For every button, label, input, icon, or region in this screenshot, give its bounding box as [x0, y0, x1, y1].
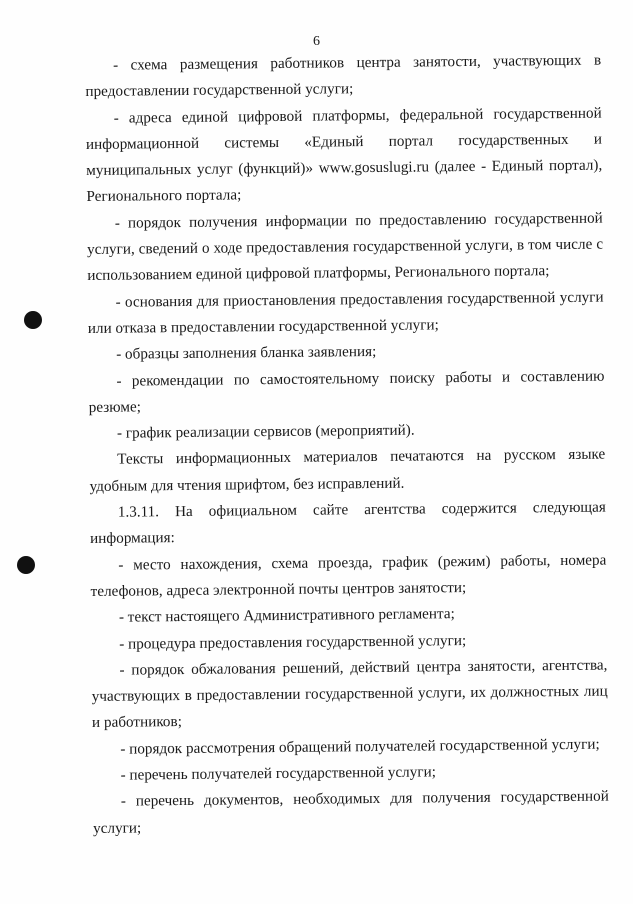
page-number: 6 [313, 34, 320, 49]
punch-hole-mark [24, 311, 42, 329]
paragraph-info-procedure: - порядок получения информации по предоставлению государственной услуги, сведений о ходе предоставления государственной услуги, в том числе с использованием единой цифровой платформы, Регионального портала; [86, 209, 604, 285]
paragraph-section-1-3-11: 1.3.11. На официальном сайте агентства содержится следующая информация: [89, 498, 606, 548]
paragraph-print-requirements: Тексты информационных материалов печатаются на русском языке удобным для чтения шрифтом, без исправлений. [89, 446, 606, 495]
paragraph-appeals-review: - порядок рассмотрения обращений получателей государственной услуги; [120, 735, 600, 758]
paragraph-form-samples: - образцы заполнения бланка заявления; [116, 343, 377, 363]
paragraph-services-schedule: - график реализации сервисов (мероприятий). [116, 421, 415, 442]
paragraph-staff-placement: - схема размещения работников центра занятости, участвующих в предоставлении государственной услуги; [85, 51, 602, 101]
paragraph-regulation-text: - текст настоящего Административного регламента; [118, 605, 455, 626]
punch-hole-mark [17, 556, 35, 574]
paragraph-suspension-grounds: - основания для приостановления предоставления государственной услуги или отказа в предоставлении государственной услуги; [87, 288, 604, 337]
paragraph-job-search-tips: - рекомендации по самостоятельному поиску работы и составлению резюме; [88, 367, 605, 416]
paragraph-service-procedure: - процедура предоставления государственной услуги; [119, 631, 467, 653]
paragraph-portal-addresses: - адреса единой цифровой платформы, федеральной государственной информационной системы «Единый портал государственных и муниципальных услуг (функций)» www.gosuslugi.ru (далее - Единый портал), Регионального портала; [85, 104, 603, 206]
paragraph-appeal-procedure: - порядок обжалования решений, действий центра занятости, агентства, участвующих в предоставлении государственной услуги, их должностных лиц и работников; [91, 656, 608, 732]
document-body [85, 48, 609, 842]
paragraph-recipients-list: - перечень получателей государственной услуги; [120, 763, 436, 784]
paragraph-location-contacts: - место нахождения, схема проезда, график (режим) работы, номера телефонов, адреса электронной почты центров занятости; [90, 551, 607, 600]
paragraph-required-documents: - перечень документов, необходимых для получения государственной услуги; [93, 787, 609, 837]
